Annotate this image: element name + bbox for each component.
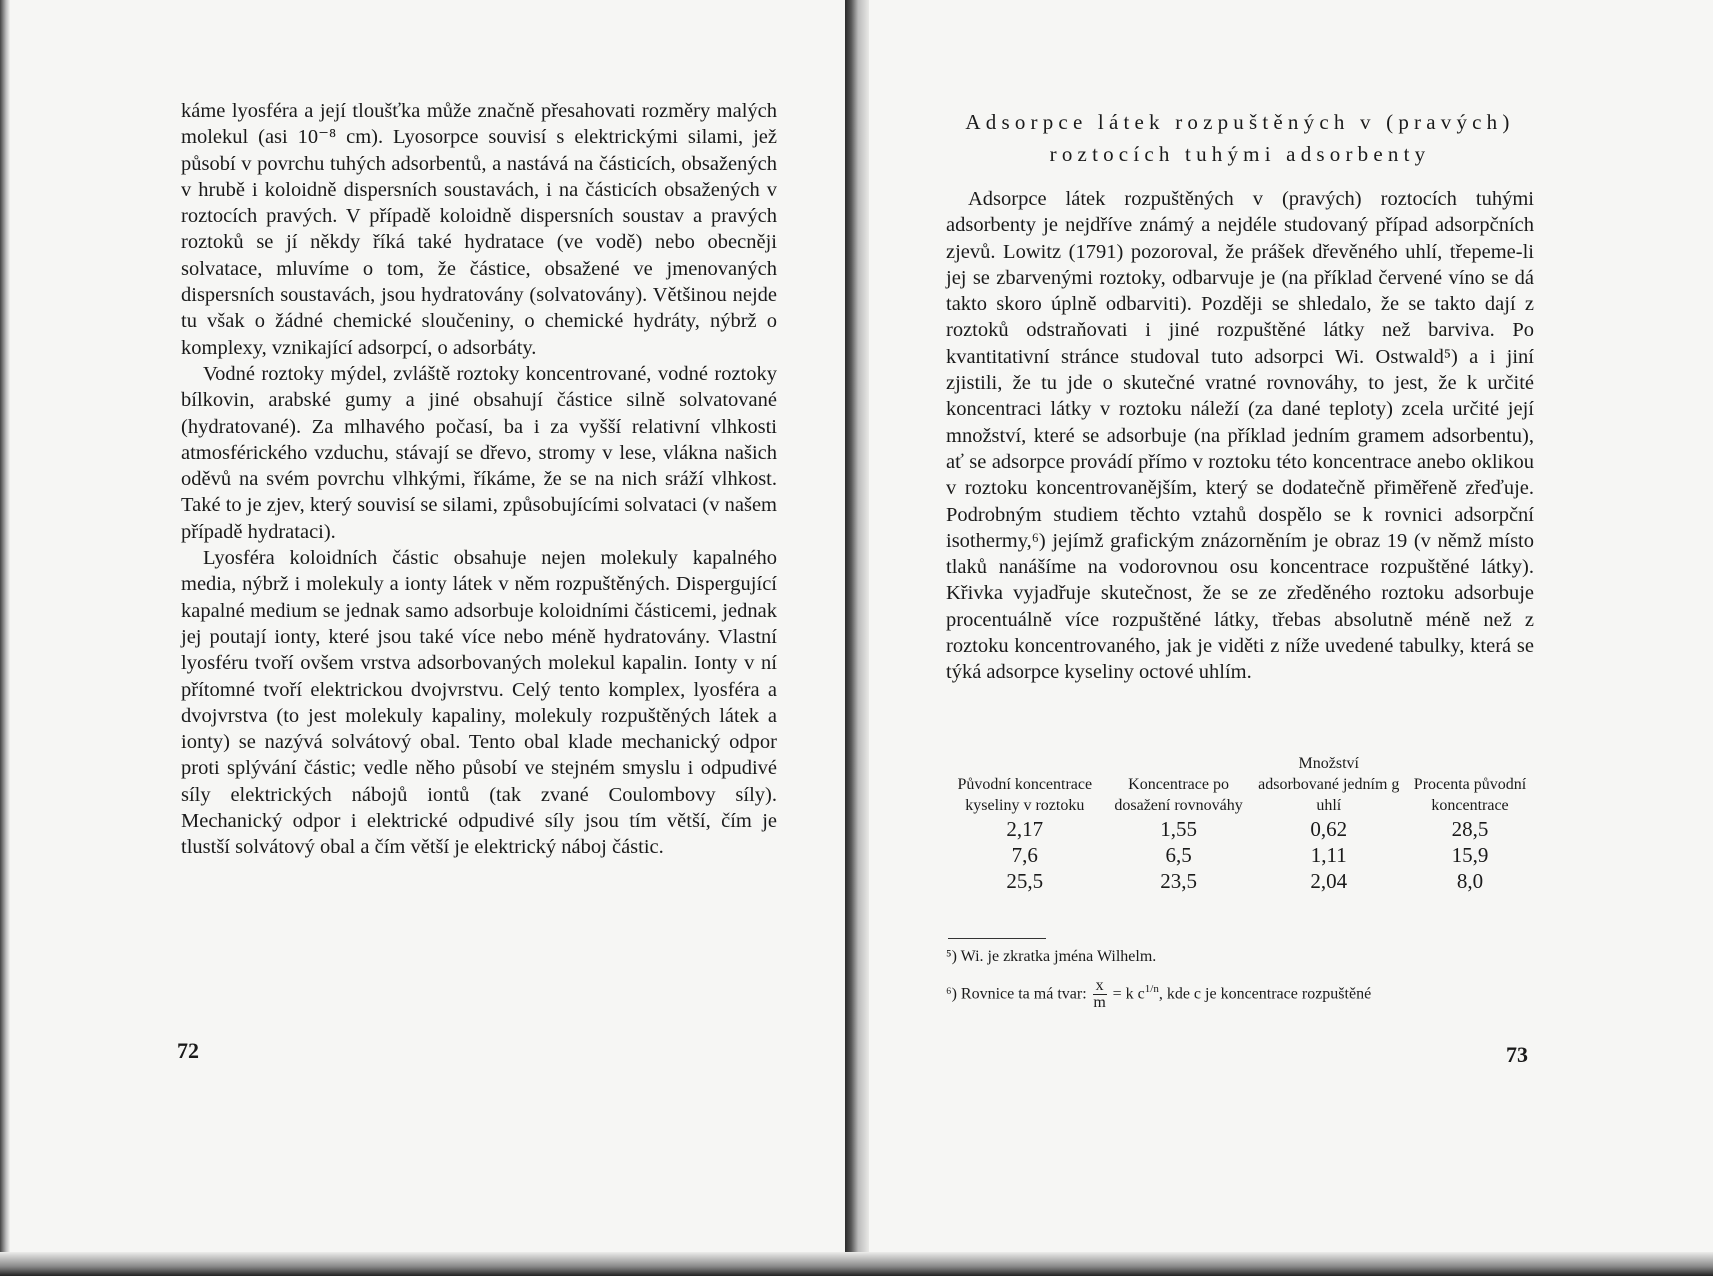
table-cell: 1,11 (1310, 843, 1347, 867)
table-header-cell: Původní koncentrace kyseliny v roztoku (957, 776, 1093, 814)
bottom-edge-shadow (0, 1252, 1713, 1276)
section-heading-line-1: Adsorpce látek rozpuštěných v (pravých) (965, 110, 1515, 134)
left-page-number: 72 (177, 1038, 199, 1063)
table-cell: 8,0 (1456, 869, 1484, 893)
table-header-cell: Procenta původní koncentrace (1413, 776, 1527, 814)
left-page-edge-shadow (0, 0, 10, 1276)
table-cell: 15,9 (1451, 843, 1489, 867)
section-heading-line-2: roztocích tuhými adsorbenty (1049, 142, 1431, 166)
table-header-cell: Koncentrace po dosažení rovnováhy (1114, 776, 1243, 814)
table-row (946, 868, 1536, 894)
left-paragraph-3: Lyosféra koloidních částic obsahuje nejen molekuly kapalného media, nýbrž i molekuly a ionty látek v něm rozpuštěných. Dispergující kapalné medium se jednak samo adsorbuje koloidními částicemi, jednak jej poutají ionty, které jsou také více nebo méně hydratovány. Vlastní lyosféru tvoří ovšem vrstva adsorbovaných molekul kapalin. Ionty v ní přítomné tvoří elektrickou dvojvrstvu. Celý tento komplex, lyosféra a dvojvrstva (to jest molekuly kapaliny, molekuly rozpuštěných látek a ionty) se nazývá solvátový obal. Tento obal klade mechanický odpor proti splývání částic; vedle něho působí ve stejném smyslu i odpudivé síly elektrických nábojů iontů (tak zvané Coulombovy síly). Mechanický odpor i elektrické odpudivé síly jsou tím větší, čím je tlustší solvátový obal a čím větší je elektrický náboj částic. (181, 547, 777, 859)
footnote-6-equation: = k c (1112, 985, 1145, 1003)
table-cell: 28,5 (1451, 817, 1489, 841)
left-paragraph-2: Vodné roztoky mýdel, zvláště roztoky koncentrované, vodné roztoky bílkovin, arabské gumy a jiné obsahují částice silně solvatované (hydratované). Za mlhavého počasí, ba i za vyšší relativní vlhkosti atmosférického vzduchu, stávají se dřevo, stromy v lese, vlákna našich oděvů na svém povrchu vlhkými, říkáme, že se na nich sráží vlhkost. Také to je zjev, který souvisí se silami, způsobujícími solvataci (v našem případě hydrataci). (181, 362, 777, 543)
table-row (946, 816, 1536, 842)
adsorption-table (946, 753, 1536, 894)
footnote-6-suffix: , kde c je koncentrace rozpuštěné (1158, 985, 1372, 1003)
book-gutter (845, 0, 869, 1276)
fraction-denominator: m (1093, 994, 1106, 1012)
table-row (946, 842, 1536, 868)
fraction-numerator: x (1093, 978, 1107, 995)
section-heading (940, 106, 1540, 170)
left-body-text (181, 98, 777, 861)
right-page-number: 73 (1506, 1042, 1528, 1067)
table-cell: 1,55 (1160, 817, 1197, 841)
table-cell: 6,5 (1165, 843, 1192, 867)
right-paragraph-1: Adsorpce látek rozpuštěných v (pravých) roztocích tuhými adsorbenty je nejdříve známý a nejdéle studovaný případ adsorpčních zjevů. Lowitz (1791) pozoroval, že prášek dřevěného uhlí, třepeme-li jej se zbarvenými roztoky, odbarvuje je (na příklad červené víno se dá takto skoro úplně odbarviti). Později se shledalo, že se takto dají z roztoků odstraňovati i jiné rozpuštěné látky než barviva. Po kvantitativní stránce studoval tuto adsorpci Wi. Ostwald⁵) a i jiní zjistili, že tu jde o skutečné vratné rovnováhy, to jest, že k určité koncentraci látky v roztoku náleží (za dané teploty) zcela určité její množství, které se adsorbuje (na příklad jedním gramem adsorbentu), ať se adsorpce provádí přímo v roztoku této koncentrace anebo oklikou v roztoku koncentrovanějším, který se dodatečně přiměřeně zřeďuje. Podrobným studiem těchto vztahů dospělo se k rovnici adsorpční isothermy,⁶) jejímž grafickým znázorněním je obraz 19 (v němž místo tlaků nanášíme na vodorovnou osu koncentrace rozpuštěné látky). Křivka vyjadřuje skutečnost, že se ze zředěného roztoku adsorbuje procentuálně více rozpuštěné látky, třebas absolutně méně než z roztoku koncentrovaného, jak je viděti z níže uvedené tabulky, která se týká adsorpce kyseliny octové uhlím. (946, 188, 1534, 684)
footnote-5: ⁵) Wi. je zkratka jména Wilhelm. (946, 948, 1157, 965)
footnote-divider (948, 938, 1046, 939)
fraction-x-over-m (1093, 978, 1107, 1011)
left-paragraph-1: káme lyosféra a její tloušťka může značně přesahovati rozměry malých molekul (asi 10⁻⁸ cm). Lyosorpce souvisí s elektrickými silami, jež působí v povrchu tuhých adsorbentů, a nastává na částicích, obsažených v hrubě i koloidně dispersních soustavách, i na částicích obsažených v roztocích pravých. V případě koloidně dispersních soustav a pravých roztoků se jí někdy říká také hydratace (ve vodě) nebo obecněji solvatace, mluvíme o tom, že částice, obsažené ve jmenovaných dispersních soustavách, jsou hydratovány (solvatovány). Většinou nejde tu však o žádné chemické sloučeniny, o chemické hydráty, nýbrž o komplexy, vznikající adsorpcí, o adsorbáty. (181, 100, 777, 359)
table-header-cell: Množství adsorbované jedním g uhlí (1258, 755, 1400, 814)
table-cell: 7,6 (1011, 843, 1038, 867)
right-body-text (946, 186, 1534, 686)
table-cell: 0,62 (1310, 817, 1348, 841)
table-cell: 25,5 (1006, 869, 1044, 893)
table-cell: 2,04 (1310, 869, 1348, 893)
table-cell: 23,5 (1160, 869, 1197, 893)
table-header-row (946, 753, 1536, 816)
table-cell: 2,17 (1006, 817, 1044, 841)
footnote-6-prefix: ⁶) Rovnice ta má tvar: (946, 985, 1087, 1003)
footnote-6 (946, 978, 1536, 1011)
footnote-6-exponent: 1/n (1144, 983, 1159, 995)
